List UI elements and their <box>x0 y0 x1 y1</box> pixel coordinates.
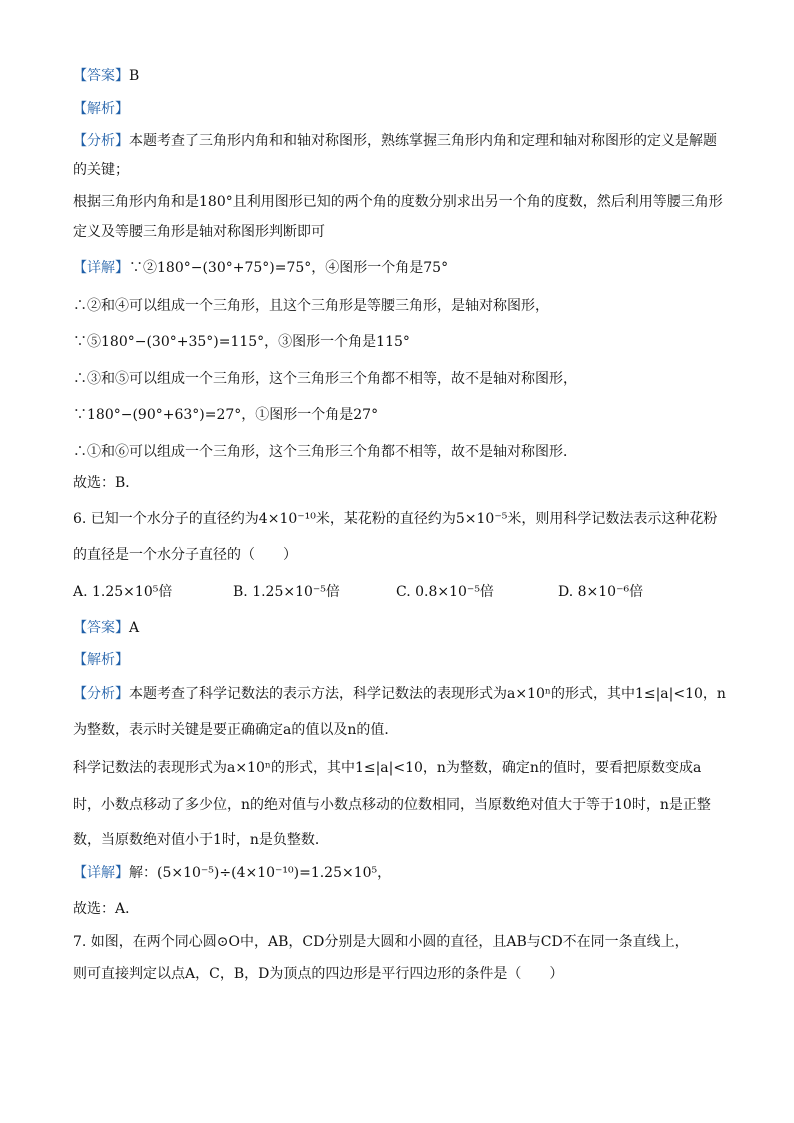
detail-line: 【详解】∵②180°−(30°+75°)=75°，④图形一个角是75° <box>73 260 449 276</box>
question-7-stem: 7. 如图，在两个同心圆⊙O中，AB，CD分别是大圆和小圆的直径，且AB与CD不在同一条直线上， <box>73 934 689 950</box>
choice-b: B. 1.25×10⁻⁵倍 <box>233 584 340 600</box>
choice-a: A. 1.25×10⁵倍 <box>73 584 173 600</box>
question-6-stem: 6. 已知一个水分子的直径约为4×10⁻¹⁰米，某花粉的直径约为5×10⁻⁵米，则用科学记数法表示这种花粉 <box>73 511 718 527</box>
analysis-text-line: 【分析】本题考查了科学记数法的表示方法，科学记数法的表现形式为a×10ⁿ的形式，其中1≤|a|<10，n <box>73 686 726 702</box>
detail-line: ∵⑤180°−(30°+35°)=115°，③图形一个角是115° <box>73 334 410 350</box>
section-tag: 【详解】 <box>73 260 129 276</box>
section-tag: 【解析】 <box>73 652 129 668</box>
analysis-text-line: 的关键； <box>73 162 129 178</box>
section-tag: 【分析】 <box>73 133 129 149</box>
detail-line: ∴③和⑤可以组成一个三角形，这个三角形三个角都不相等，故不是轴对称图形， <box>73 371 577 387</box>
answer-label-q6: 【答案】A <box>73 620 140 636</box>
section-tag: 【解析】 <box>73 101 129 117</box>
section-tag: 【答案】 <box>73 68 129 84</box>
question-7-stem: 则可直接判定以点A，C，B，D为顶点的四边形是平行四边形的条件是（ ） <box>73 966 564 982</box>
analysis-label-q5 <box>73 99 129 119</box>
analysis-text-line: 为整数，表示时关键是要正确确定a的值以及n的值． <box>73 722 399 738</box>
analysis-text-line: 科学记数法的表现形式为a×10ⁿ的形式，其中1≤|a|<10，n为整数，确定n的值时，要看把原数变成a <box>73 760 702 776</box>
analysis-text-line: 数，当原数绝对值小于1时，n是负整数． <box>73 832 329 848</box>
detail-line: 【详解】解：(5×10⁻⁵)÷(4×10⁻¹⁰)=1.25×10⁵， <box>73 865 392 881</box>
analysis-label-q6 <box>73 650 129 670</box>
detail-line: ∵180°−(90°+63°)=27°，①图形一个角是27° <box>73 407 379 423</box>
detail-line: ∴②和④可以组成一个三角形，且这个三角形是等腰三角形，是轴对称图形， <box>73 298 549 314</box>
analysis-text-line: 定义及等腰三角形是轴对称图形判断即可 <box>73 224 325 240</box>
question-6-stem: 的直径是一个水分子直径的（ ） <box>73 547 297 563</box>
detail-line: ∴①和⑥可以组成一个三角形，这个三角形三个角都不相等，故不是轴对称图形． <box>73 444 577 460</box>
conclusion-line: 故选：A． <box>73 901 140 917</box>
section-tag: 【答案】 <box>73 620 129 636</box>
choice-c: C. 0.8×10⁻⁵倍 <box>396 584 494 600</box>
answer-label-q5: 【答案】B <box>73 68 140 84</box>
choice-d: D. 8×10⁻⁶倍 <box>558 584 644 600</box>
section-tag: 【详解】 <box>73 865 129 881</box>
analysis-text-line: 时，小数点移动了多少位，n的绝对值与小数点移动的位数相同，当原数绝对值大于等于10时，n是正整 <box>73 797 711 813</box>
conclusion-line: 故选：B． <box>73 475 140 491</box>
section-tag: 【分析】 <box>73 686 129 702</box>
analysis-text-line: 【分析】本题考查了三角形内角和和轴对称图形，熟练掌握三角形内角和定理和轴对称图形的定义是解题 <box>73 133 717 149</box>
analysis-text-line: 根据三角形内角和是180°且利用图形已知的两个角的度数分别求出另一个角的度数，然后利用等腰三角形 <box>73 194 723 210</box>
